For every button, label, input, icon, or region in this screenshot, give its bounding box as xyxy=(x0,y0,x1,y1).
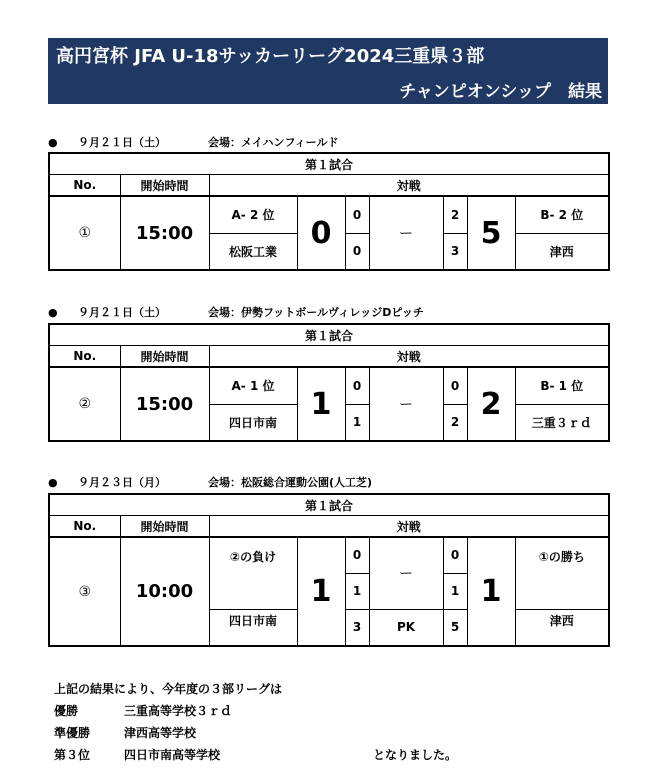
away-half1-score: 0 xyxy=(443,367,467,404)
match-3-header xyxy=(48,474,372,490)
no-header: No. xyxy=(49,175,120,197)
match-number: ② xyxy=(49,367,120,441)
round-label: 第１試合 xyxy=(49,324,609,346)
runner-up-name: 津西高等学校 xyxy=(124,726,197,740)
away-seed: B- 1 位 xyxy=(515,367,609,404)
away-half1-score: 0 xyxy=(443,537,467,573)
summary-runner-up xyxy=(54,724,196,741)
match-number: ③ xyxy=(49,537,120,646)
away-seed: B- 2 位 xyxy=(515,196,609,233)
home-pk-score: 3 xyxy=(345,609,369,646)
match-header: 対戦 xyxy=(209,175,609,197)
match-venue: 会場：松阪総合運動公園(人工芝) xyxy=(208,476,373,489)
home-team: 松阪工業 xyxy=(209,233,297,270)
away-score: 2 xyxy=(467,367,515,441)
match-date: ９月２１日（土） xyxy=(78,136,166,149)
score-dash: ー xyxy=(369,537,443,609)
bullet-icon: ● xyxy=(48,136,58,149)
away-team: 津西 xyxy=(515,609,609,646)
away-half1-score: 2 xyxy=(443,196,467,233)
away-pk-score: 5 xyxy=(443,609,467,646)
home-half1-score: 0 xyxy=(345,537,369,573)
winner-name: 三重高等学校３ｒｄ xyxy=(124,704,233,718)
title-banner xyxy=(48,38,608,104)
match-venue: 会場：メイハンフィールド xyxy=(208,136,339,149)
home-seed: A- 1 位 xyxy=(209,367,297,404)
away-team: 三重３ｒｄ xyxy=(515,404,609,441)
home-half2-score: 1 xyxy=(345,404,369,441)
match-number: ① xyxy=(49,196,120,270)
no-header: No. xyxy=(49,346,120,368)
match-2-table xyxy=(48,323,610,442)
match-2-header xyxy=(48,304,424,320)
match-1-table xyxy=(48,152,610,271)
away-seed-text: ①の勝ち xyxy=(538,550,585,564)
home-score: 1 xyxy=(297,367,345,441)
summary-ending: となりました。 xyxy=(373,748,458,762)
match-date: ９月２１日（土） xyxy=(78,306,166,319)
match-1-header xyxy=(48,134,338,150)
away-team: 津西 xyxy=(515,233,609,270)
home-seed xyxy=(209,537,297,609)
away-half2-score: 1 xyxy=(443,573,467,609)
bullet-icon: ● xyxy=(48,476,58,489)
start-time-header: 開始時間 xyxy=(120,175,209,197)
home-half2-score: 1 xyxy=(345,573,369,609)
score-dash: ー xyxy=(369,367,443,441)
no-header: No. xyxy=(49,516,120,538)
round-label: 第１試合 xyxy=(49,153,609,175)
home-team: 四日市南 xyxy=(209,609,297,646)
match-header: 対戦 xyxy=(209,516,609,538)
pk-label: PK xyxy=(369,609,443,646)
start-time-header: 開始時間 xyxy=(120,516,209,538)
home-half1-score: 0 xyxy=(345,196,369,233)
start-time: 15:00 xyxy=(120,367,209,441)
home-half1-score: 0 xyxy=(345,367,369,404)
away-half2-score: 2 xyxy=(443,404,467,441)
bullet-icon: ● xyxy=(48,306,58,319)
summary-winner xyxy=(54,702,232,719)
page-title: 高円宮杯 JFA U-18サッカーリーグ2024三重県３部 xyxy=(56,46,485,67)
away-half2-score: 3 xyxy=(443,233,467,270)
home-score: 1 xyxy=(297,537,345,646)
home-seed-text: ②の負け xyxy=(229,550,277,564)
match-header: 対戦 xyxy=(209,346,609,368)
home-half2-score: 0 xyxy=(345,233,369,270)
score-dash: ー xyxy=(369,196,443,270)
match-3-table xyxy=(48,493,610,647)
home-seed: A- 2 位 xyxy=(209,196,297,233)
home-team: 四日市南 xyxy=(209,404,297,441)
runner-up-label: 準優勝 xyxy=(54,726,91,740)
home-score: 0 xyxy=(297,196,345,270)
page-subtitle: チャンピオンシップ 結果 xyxy=(399,82,602,102)
summary-intro: 上記の結果により、今年度の３部リーグは xyxy=(54,682,283,696)
third-name: 四日市南高等学校 xyxy=(124,748,221,762)
winner-label: 優勝 xyxy=(54,704,79,718)
start-time-header: 開始時間 xyxy=(120,346,209,368)
match-venue: 会場：伊勢フットボールヴィレッジDピッチ xyxy=(208,306,424,319)
start-time: 10:00 xyxy=(120,537,209,646)
away-score: 1 xyxy=(467,537,515,646)
away-score: 5 xyxy=(467,196,515,270)
away-seed xyxy=(515,537,609,609)
third-label: 第３位 xyxy=(54,748,91,762)
round-label: 第１試合 xyxy=(49,494,609,516)
start-time: 15:00 xyxy=(120,196,209,270)
match-date: ９月２３日（月） xyxy=(78,476,166,489)
summary-third xyxy=(54,746,220,763)
